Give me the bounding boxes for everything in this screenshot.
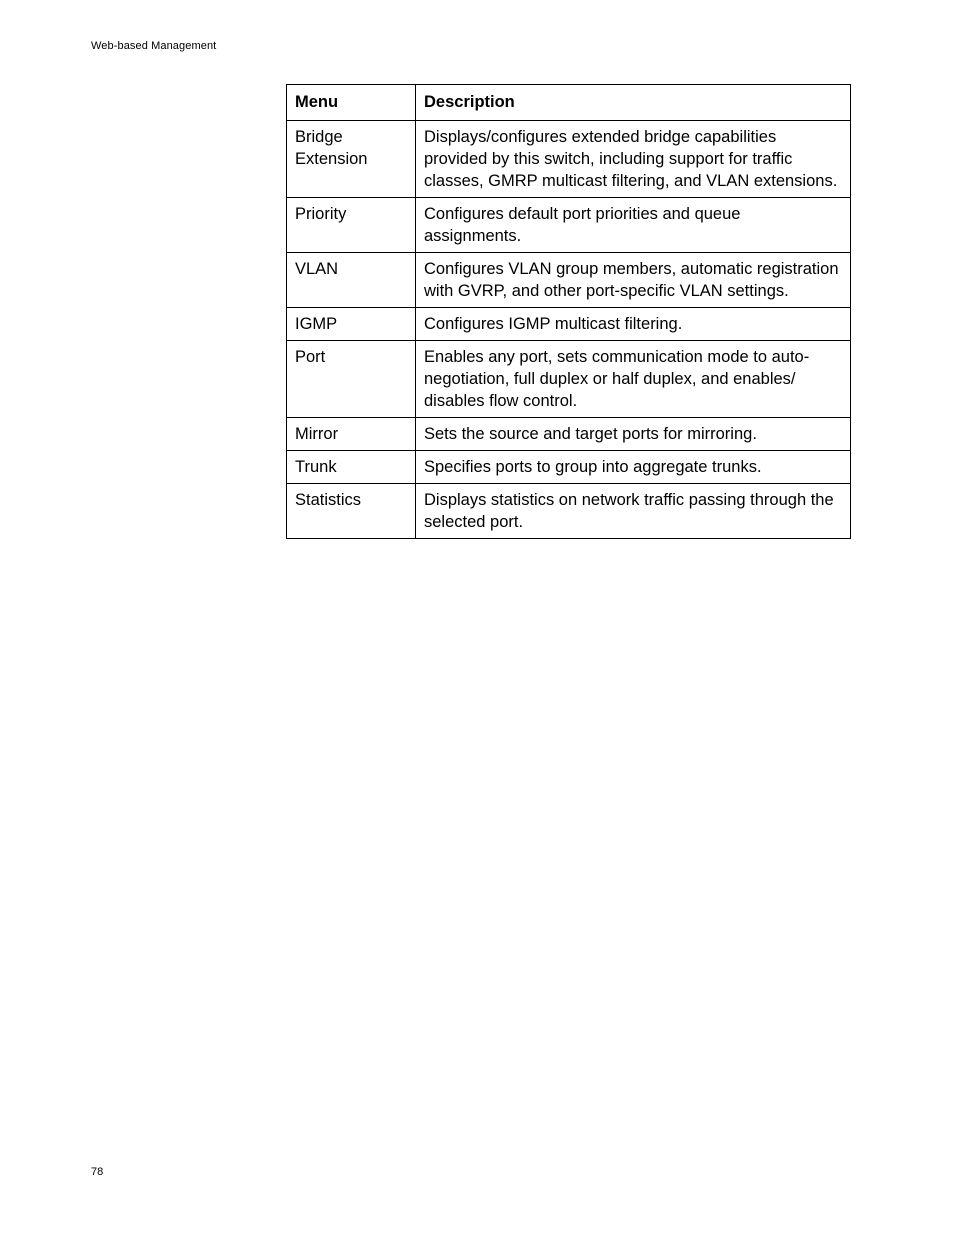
menu-cell: Bridge Extension [287,121,416,198]
description-cell: Configures default port priorities and queue assignments. [416,198,851,253]
column-header-menu: Menu [287,85,416,121]
table-row [287,341,851,418]
page-number: 78 [91,1166,104,1178]
description-cell: Specifies ports to group into aggregate trunks. [416,451,851,484]
menu-cell: IGMP [287,308,416,341]
table-row [287,308,851,341]
description-cell: Configures IGMP multicast filtering. [416,308,851,341]
menu-description-table [286,84,851,539]
table-header-row [287,85,851,121]
menu-cell: VLAN [287,253,416,308]
menu-cell: Statistics [287,484,416,539]
menu-cell: Trunk [287,451,416,484]
description-cell: Sets the source and target ports for mirroring. [416,418,851,451]
description-cell: Displays statistics on network traffic passing through the selected port. [416,484,851,539]
column-header-description: Description [416,85,851,121]
menu-cell: Port [287,341,416,418]
description-cell: Enables any port, sets communication mode to auto-negotiation, full duplex or half duplex, and enables/ disables flow control. [416,341,851,418]
table-row [287,451,851,484]
running-header: Web-based Management [91,40,217,52]
table-row [287,253,851,308]
table-row [287,121,851,198]
table-row [287,418,851,451]
menu-cell: Mirror [287,418,416,451]
description-cell: Displays/configures extended bridge capabilities provided by this switch, including support for traffic classes, GMRP multicast filtering, and VLAN extensions. [416,121,851,198]
menu-cell: Priority [287,198,416,253]
table-row [287,484,851,539]
table-row [287,198,851,253]
description-cell: Configures VLAN group members, automatic registration with GVRP, and other port-specific VLAN settings. [416,253,851,308]
